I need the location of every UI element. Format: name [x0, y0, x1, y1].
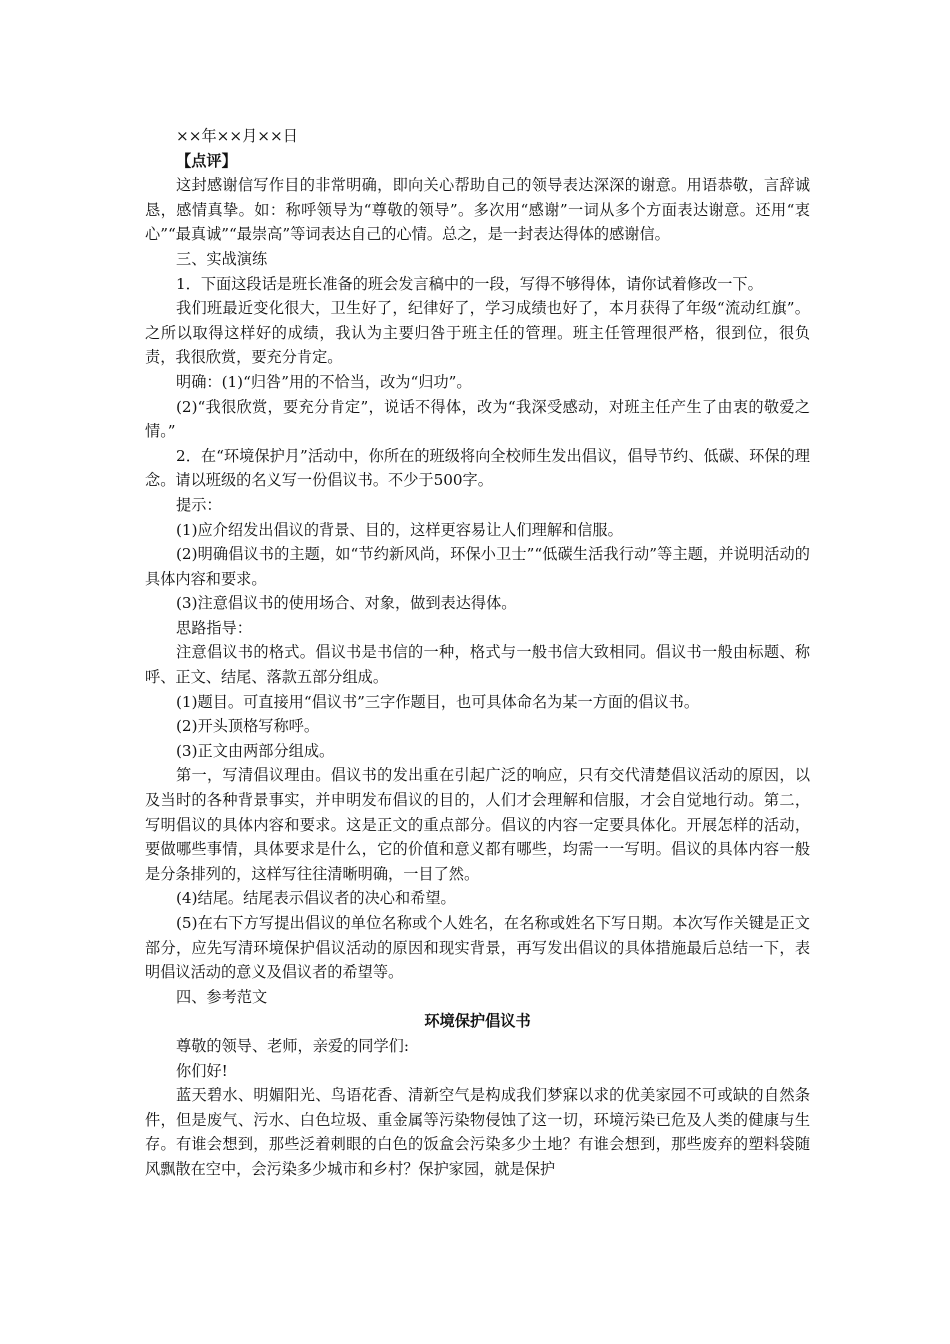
paragraph: 注意倡议书的格式。倡议书是书信的一种，格式与一般书信大致相同。倡议书一般由标题、称呼、正文、结尾、落款五部分组成。 [145, 643, 810, 687]
date-line: ××年××月××日 [176, 127, 298, 145]
hint-item: (3)注意倡议书的使用场合、对象，做到表达得体。 [176, 594, 517, 613]
section-heading-practice: 三、实战演练 [176, 249, 268, 268]
paragraph: 蓝天碧水、明媚阳光、鸟语花香、清新空气是构成我们梦寐以求的优美家园不可或缺的自然条件，但是废气、污水、白色垃圾、重金属等污染物侵蚀了这一切，环境污染已危及人类的健康与生存。有谁会想到，那些泛着刺眼的白色的饭盒会污染多少土地？有谁会想到，那些废弃的塑料袋随风飘散在空中，会污染多少城市和乡村？保护家园，就是保护 [145, 1086, 810, 1178]
guidance-item: (4)结尾。结尾表示倡议者的决心和希望。 [176, 889, 456, 908]
guidance-item: (5)在右下方写提出倡议的单位名称或个人姓名，在名称或姓名下写日期。本次写作关键是正文部分，应先写清环境保护倡议活动的原因和现实背景，再写发出倡议的具体措施最后总结一下，表明倡议活动的意义及倡议者的希望等。 [145, 914, 810, 982]
guidance-item: (3)正文由两部分组成。 [176, 741, 335, 760]
question-2: 2．在“环境保护月”活动中，你所在的班级将向全校师生发出倡议，倡导节约、低碳、环保的理念。请以班级的名义写一份倡议书。不少于500字。 [145, 446, 810, 490]
section-heading-comment: 【点评】 [176, 151, 237, 170]
hint-item: (1)应介绍发出倡议的背景、目的，这样更容易让人们理解和信服。 [176, 520, 623, 539]
hint-heading: 提示： [176, 495, 222, 514]
paragraph: 第一，写清倡议理由。倡议书的发出重在引起广泛的响应，只有交代清楚倡议活动的原因，以及当时的各种背景事实，并申明发布倡议的目的，人们才会理解和信服，才会自觉地行动。第二，写明倡议的具体内容和要求。这是正文的重点部分。倡议的内容一定要具体化。开展怎样的活动，要做哪些事情，具体要求是什么，它的价值和意义都有哪些，均需一一写明。倡议的具体内容一般是分条排列的，这样写往往清晰明确，一目了然。 [145, 766, 810, 883]
guidance-item: (2)开头顶格写称呼。 [176, 717, 320, 736]
sample-title: 环境保护倡议书 [424, 1012, 531, 1031]
salutation: 尊敬的领导、老师，亲爱的同学们: [176, 1036, 409, 1055]
answer-1: 明确：(1)“归咎”用的不恰当，改为“归功”。 [176, 372, 472, 391]
answer-2: (2)“我很欣赏，要充分肯定”，说话不得体，改为“我深受感动，对班主任产生了由衷的敬爱之情。” [145, 397, 810, 441]
document-page [145, 124, 810, 1182]
hint-item: (2)明确倡议书的主题，如“节约新风尚，环保小卫士”“低碳生活我行动”等主题，并说明活动的具体内容和要求。 [145, 545, 810, 588]
guidance-item: (1)题目。可直接用“倡议书”三字作题目，也可具体命名为某一方面的倡议书。 [176, 692, 700, 711]
paragraph: 这封感谢信写作目的非常明确，即向关心帮助自己的领导表达深深的谢意。用语恭敬，言辞诚恳，感情真挚。如：称呼领导为“尊敬的领导”。多次用“感谢”一词从多个方面表达谢意。还用“衷心”“最真诚”“最崇高”等词表达自己的心情。总之，是一封表达得体的感谢信。 [145, 176, 810, 244]
paragraph: 我们班最近变化很大，卫生好了，纪律好了，学习成绩也好了，本月获得了年级“流动红旗”。之所以取得这样好的成绩，我认为主要归咎于班主任的管理。班主任管理很严格，很到位，很负责，我很欣赏，要充分肯定。 [145, 299, 810, 367]
section-heading-sample: 四、参考范文 [176, 987, 268, 1006]
question-1: 1．下面这段话是班长准备的班会发言稿中的一段，写得不够得体，请你试着修改一下。 [176, 274, 763, 293]
greeting: 你们好! [176, 1061, 228, 1080]
guidance-heading: 思路指导： [176, 618, 252, 637]
